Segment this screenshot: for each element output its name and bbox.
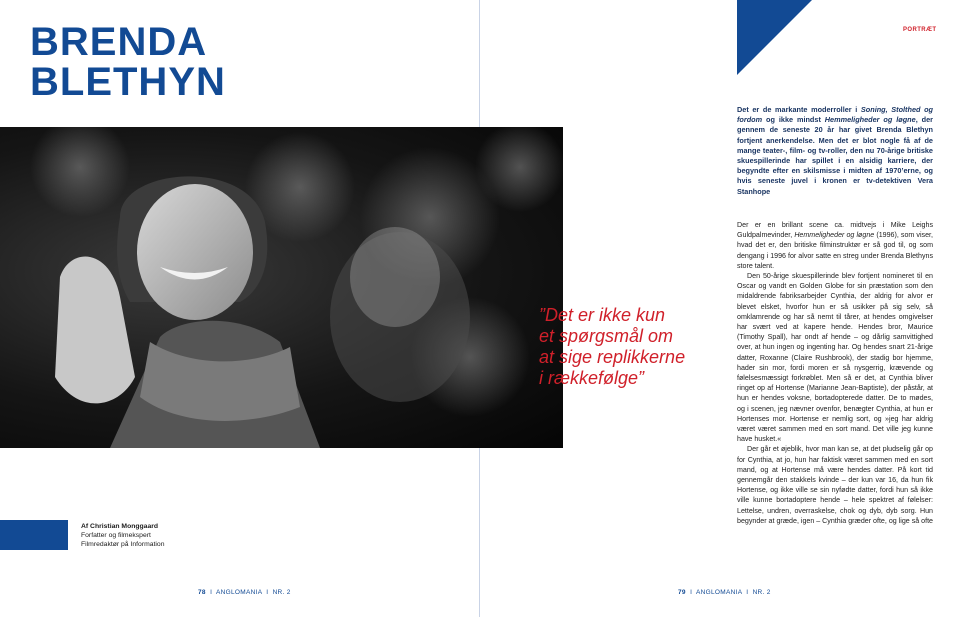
author-accent-bar	[0, 520, 68, 550]
folio-separator: I	[690, 589, 693, 596]
folio-right	[678, 589, 771, 596]
portrait-photo	[0, 127, 563, 448]
folio-separator: I	[746, 589, 749, 596]
folio-magazine: ANGLOMANIA	[216, 589, 263, 596]
pull-quote-line-3: at sige replikkerne	[539, 347, 686, 367]
author-name: Af Christian Monggaard	[81, 523, 159, 530]
body-paragraph	[737, 220, 933, 271]
author-role-1: Forfatter og filmekspert	[81, 532, 151, 539]
intro-text: og ikke mindst	[762, 115, 825, 125]
folio-separator: I	[266, 589, 269, 596]
intro-film-title: Hemmeligheder og løgne	[824, 115, 916, 125]
pull-quote-line-4: i rækkefølge”	[539, 368, 645, 388]
folio-left	[198, 589, 291, 596]
intro-text: Det er de markante moderroller i	[737, 105, 861, 114]
pull-quote-line-1: ”Det er ikke kun	[539, 305, 666, 325]
portrait-photo-illustration	[0, 127, 563, 448]
title-line-1: BRENDA	[30, 20, 208, 64]
body-paragraph: Den 50-årige skuespillerinde blev fortjent nomineret til en Oscar og vandt en Golden Globe for sin præstation som den midaldrende fabriksarbejder Cynthia, der aldrig for alvor er blevet elsket, hvorfor hun er så usikker på sig selv, så omklamrende og har så nemt til tårer, at hendes omgivelser har svært ved at kapere hende. Hendes bror, Maurice (Timothy Spall), har ondt af hende – og dårlig samvittighed over, at hun ingen og ingenting har. Og hendes snart 21-årige datter, Roxanne (Claire Rushbrook), der stadig bor hjemme, hader sin mor, fordi moren er så nysgerrig, krævende og følelsesmæssigt forkrøblet. Men så er det, at Cynthia bliver ringet op af Hortense (Marianne Jean-Baptiste), der påstår, at hun er hendes voksne, bortadopterede datter. De to mødes, og i scenen, jeg nævner ovenfor, benægter Cynthia, at hun er Hortenses mor. Hortense er nemlig sort, og »jeg har aldrig været været sammen med en sort mand. Det ville jeg kunne have husket.«	[737, 272, 933, 444]
body-film-title: Hemmeligheder og løgne	[794, 231, 875, 240]
intro-film-titles: Soning, Stolthed og fordom	[737, 105, 933, 125]
folio-issue: NR. 2	[272, 589, 291, 596]
article-intro	[737, 105, 933, 197]
article-body	[737, 220, 933, 526]
pull-quote-line-2: et spørgsmål om	[539, 326, 674, 346]
title-line-2: BLETHYN	[30, 60, 226, 104]
folio-magazine: ANGLOMANIA	[696, 589, 743, 596]
section-label: PORTRÆT	[903, 27, 937, 33]
body-text: (1996), som viser, hvad det er, den britiske filminstruktør er så god til, og som dengang i 1996 for alvor satte en streg under Brenda Blethyns store talent.	[737, 231, 933, 270]
folio-page-number: 79	[678, 589, 686, 596]
article-title	[30, 22, 226, 102]
body-text: Der er en brillant scene ca. midtvejs i Mike Leighs Guldpalmevinder,	[737, 221, 933, 240]
intro-text: , der gennem de seneste 20 år har givet Brenda Blethyn fortjent anerkendelse. Men det er blot nogle få af de mange teater-, film- og tv-roller, den nu 70-årige britiske skuespillerinde har spillet i en alsidig karriere, der begyndte efter en skilsmisse i midten af 1970’erne, og hvis seneste juvel i kronen er tv-detektiven Vera Stanhope	[737, 115, 933, 196]
body-paragraph: Der går et øjeblik, hvor man kan se, at det pludselig går op for Cynthia, at jo, hun har faktisk været sammen med en sort mand, og at Hortense må være hendes datter. På kort tid gennemgår den stakkels kvinde – der kun var 16, da hun fik Hortense, og ikke ville se sin nyfødte datter, fordi hun så ikke ville kunne bortadoptere hende – hele spektret af følelser: Lettelse, undren, overraskelse, chok og dyb, dyb sorg. Hun begynder at græde, igen – Cynthia græder ofte, og lige så ofte	[737, 445, 933, 525]
pull-quote	[539, 305, 719, 389]
folio-page-number: 78	[198, 589, 206, 596]
author-byline	[81, 522, 164, 549]
folio-separator: I	[210, 589, 213, 596]
folio-issue: NR. 2	[752, 589, 771, 596]
corner-triangle	[737, 0, 812, 75]
author-role-2: Filmredaktør på Information	[81, 541, 165, 548]
